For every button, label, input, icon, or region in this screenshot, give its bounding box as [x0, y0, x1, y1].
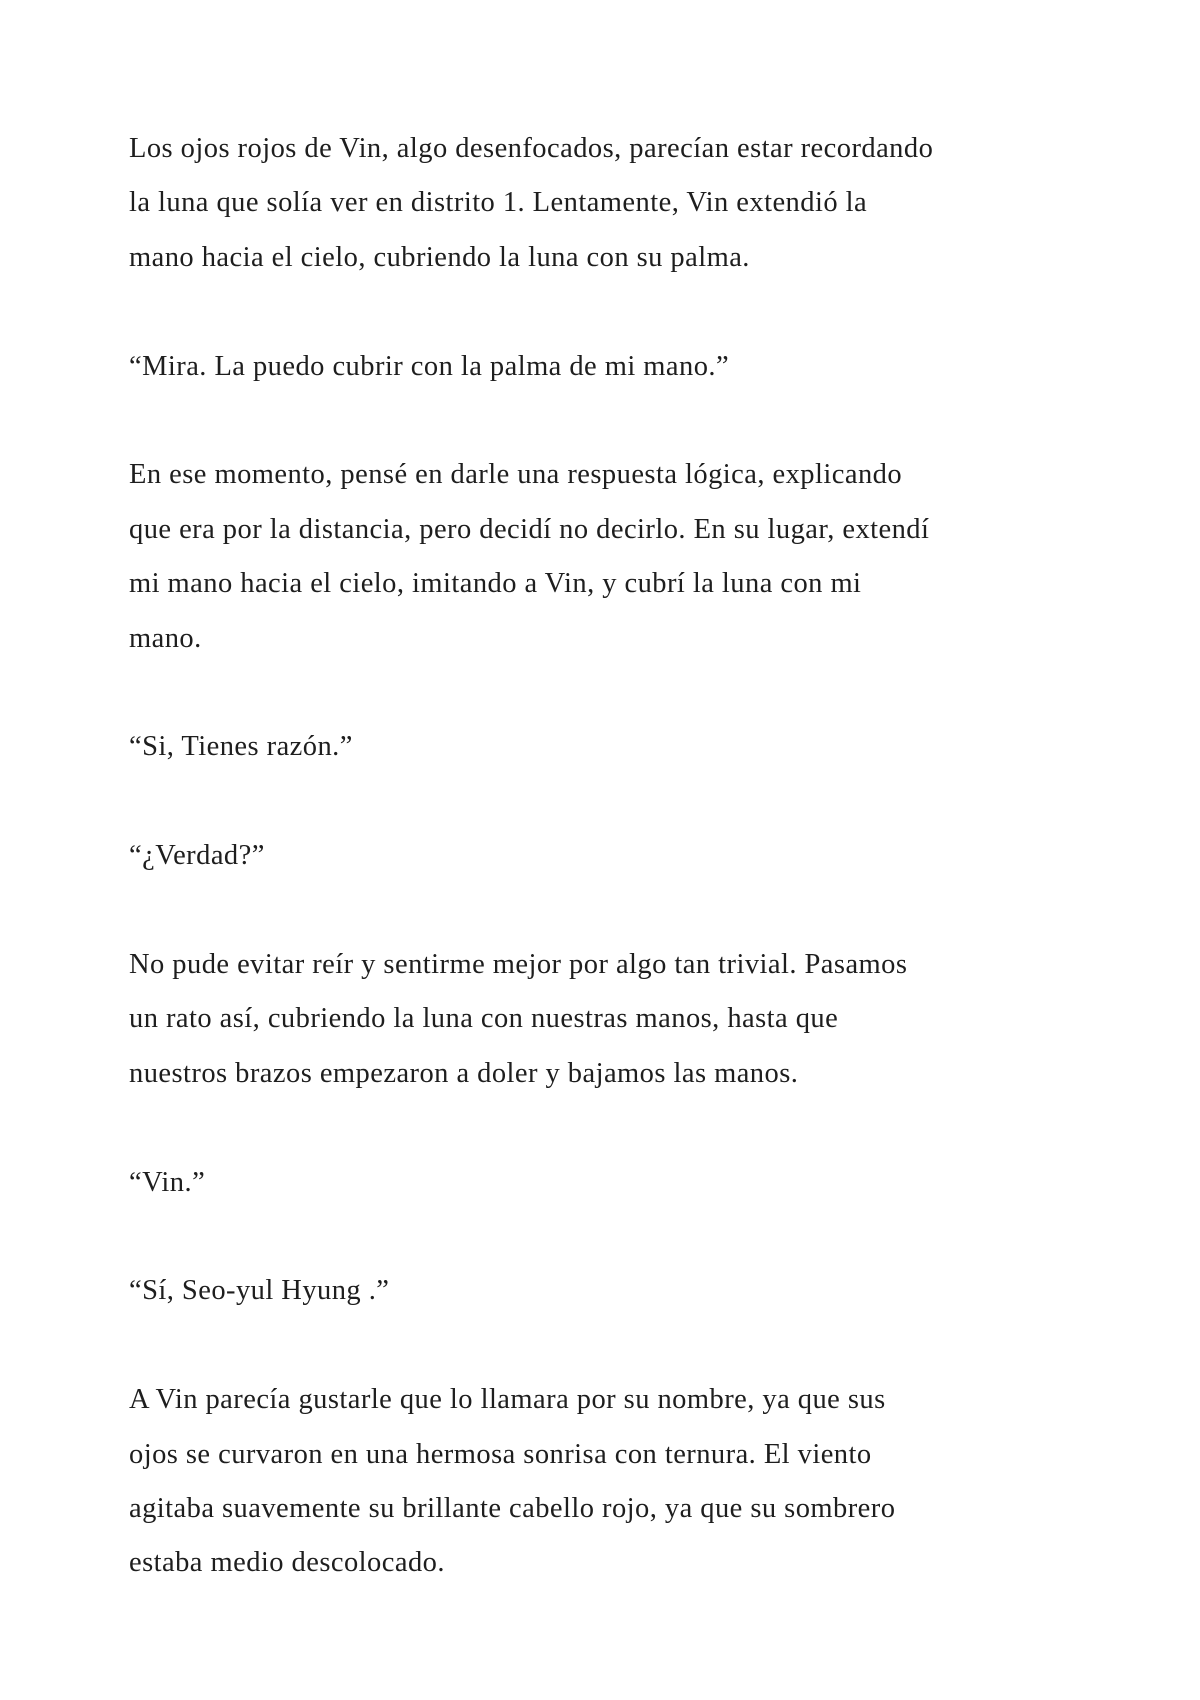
paragraph [129, 1373, 1129, 1591]
paragraph [129, 938, 1129, 1101]
paragraph [129, 1156, 1129, 1210]
paragraph [129, 720, 1129, 774]
paragraph [129, 1264, 1129, 1318]
paragraph [129, 122, 1129, 285]
text-line: No pude evitar reír y sentirme mejor por algo tan trivial. Pasamos [129, 949, 908, 981]
paragraph [129, 340, 1129, 394]
text-line: nuestros brazos empezaron a doler y bajamos las manos. [129, 1057, 799, 1089]
paragraph [129, 448, 1129, 666]
text-line: un rato así, cubriendo la luna con nuestras manos, hasta que [129, 1003, 839, 1035]
text-line: ojos se curvaron en una hermosa sonrisa con ternura. El viento [129, 1438, 872, 1470]
text-line: “¿Verdad?” [129, 840, 265, 872]
text-line: En ese momento, pensé en darle una respuesta lógica, explicando [129, 459, 903, 491]
text-line: estaba medio descolocado. [129, 1547, 445, 1579]
text-line: mano. [129, 622, 202, 654]
text-line: que era por la distancia, pero decidí no decirlo. En su lugar, extendí [129, 513, 930, 545]
text-line: la luna que solía ver en distrito 1. Lentamente, Vin extendió la [129, 187, 868, 219]
text-line: “Vin.” [129, 1166, 206, 1198]
text-line: “Si, Tienes razón.” [129, 731, 353, 763]
document-page [129, 122, 1129, 1645]
paragraph [129, 829, 1129, 883]
text-line: Los ojos rojos de Vin, algo desenfocados, parecían estar recordando [129, 133, 934, 164]
text-line: A Vin parecía gustarle que lo llamara por su nombre, ya que sus [129, 1384, 886, 1416]
text-line: mano hacia el cielo, cubriendo la luna con su palma. [129, 241, 750, 273]
text-line: agitaba suavemente su brillante cabello rojo, ya que su sombrero [129, 1493, 896, 1525]
text-line: “Sí, Seo-yul Hyung .” [129, 1275, 390, 1307]
text-line: “Mira. La puedo cubrir con la palma de mi mano.” [129, 350, 730, 382]
text-line: mi mano hacia el cielo, imitando a Vin, y cubrí la luna con mi [129, 568, 862, 600]
